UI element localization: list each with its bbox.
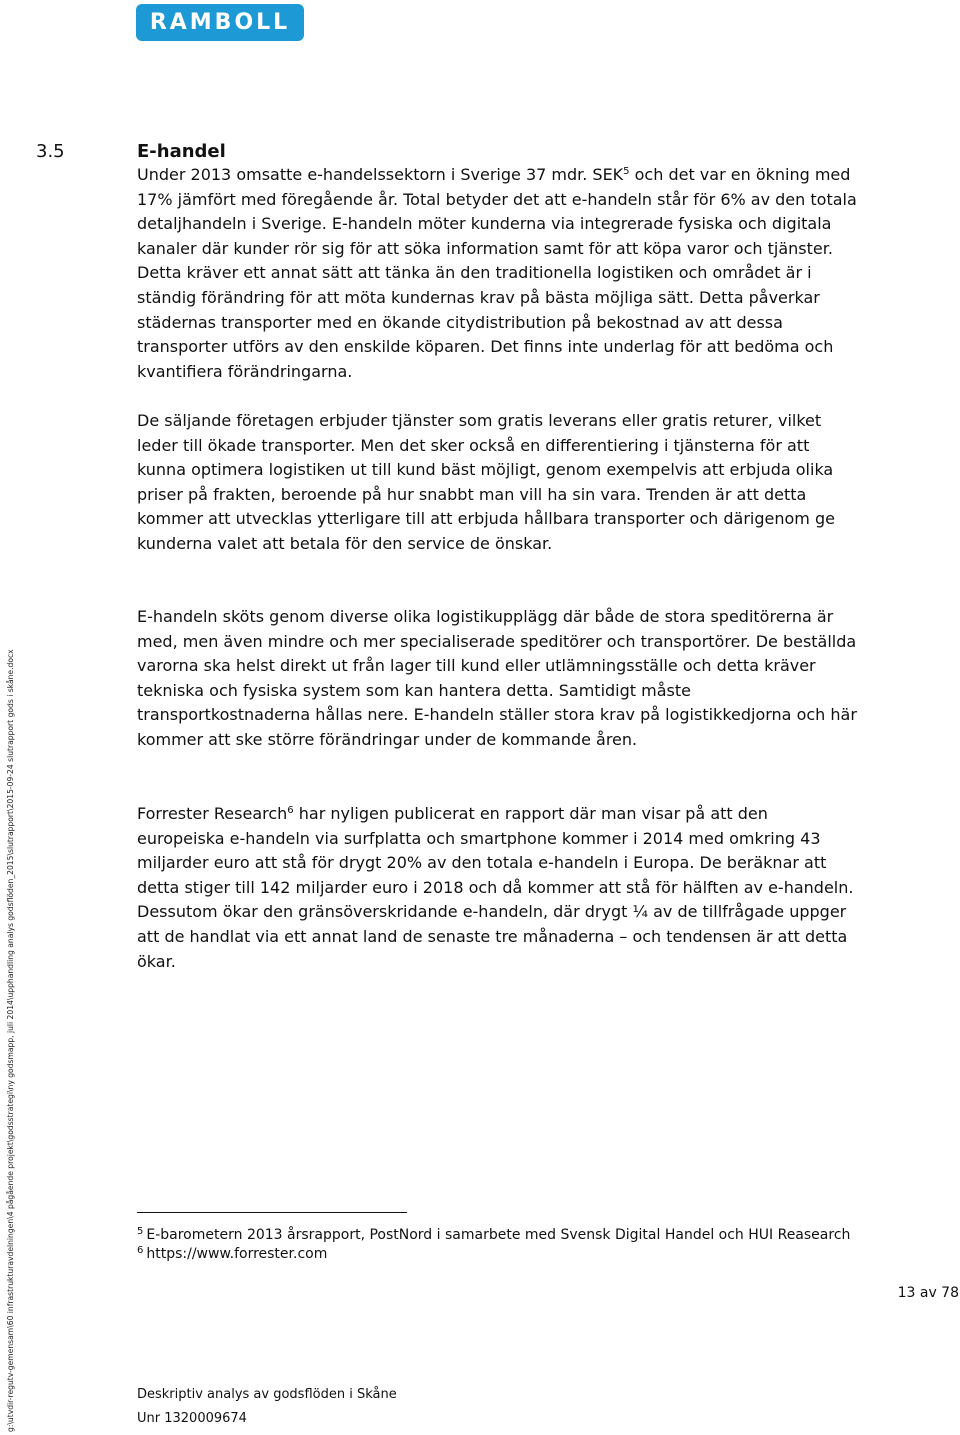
document-number: Unr 1320009674 [137,1411,247,1426]
section-number: 3.5 [36,141,65,162]
footnote-separator [137,1212,407,1213]
logo-text: RAMBOLL [149,10,291,35]
footnote-mark: 6 [137,1245,144,1256]
paragraph-4-text-end: har nyligen publicerat en rapport där man visar på att den europeiska e-handeln via surfplatta och smartphone kommer i 2014 med omkring 43 miljarder euro att stå för drygt 20% av den totala e-handeln i Europa. De beräknar att detta stiger till 142 miljarder euro i 2018 och då kommer att stå för hälften av e-handeln. Dessutom ökar den gränsöverskridande e-handeln, där drygt ¼ av de tillfrågade uppger att de handlat via ett annat land de senaste tre månaderna – och tendensen är att detta ökar. [137,804,854,971]
paragraph-3: E-handeln sköts genom diverse olika logistikupplägg där både de stora speditörerna är med, men även mindre och mer specialiserade speditörer och transportörer. De beställda varorna ska helst direkt ut från lager till kund eller utlämningsställe och detta kräver tekniska och fysiska system som kan hantera detta. Samtidigt måste transportkostnaderna hållas nere. E-handeln ställer stora krav på logistikkedjorna och här kommer att ske större förändringar under de kommande åren. [137,607,857,749]
page-number: 13 av 78 [897,1285,959,1301]
footnote-reference-5: 5 [623,166,630,177]
paragraph-1-text-start: Under 2013 omsatte e-handelssektorn i Sverige 37 mdr. SEK [137,165,624,184]
ramboll-logo [136,4,304,41]
footnote-6 [137,1245,857,1264]
footnote-mark: 5 [137,1226,144,1237]
document-title: Deskriptiv analys av godsflöden i Skåne [137,1387,397,1402]
paragraph-1 [137,163,857,384]
footnote-text: E-barometern 2013 årsrapport, PostNord i samarbete med Svensk Digital Handel och HUI Reasearch [146,1227,851,1243]
paragraph-1-text-end: och det var en ökning med 17% jämfört med föregående år. Total betyder det att e-handeln står för 6% av den totala detaljhandeln i Sverige. E-handeln möter kunderna via integrerade fysiska och digitala kanaler där kunder rör sig för att söka information samt för att köpa varor och tjänster. Detta kräver ett annat sätt att tänka än den traditionella logistiken och området är i ständig förändring för att möta kundernas krav på bästa möjliga sätt. Detta påverkar städernas transporter med en ökande citydistribution på bekostnad av att dessa transporter utförs av den enskilde köparen. Det finns inte underlag för att bedöma och kvantifiera förändringarna. [137,165,857,381]
paragraph-4-text-start: Forrester Research [137,804,288,823]
footnote-5 [137,1226,857,1245]
footnote-link[interactable]: https://www.forrester.com [146,1246,328,1262]
footnotes [137,1226,857,1264]
paragraph-2: De säljande företagen erbjuder tjänster som gratis leverans eller gratis returer, vilket leder till ökade transporter. Men det sker också en differentiering i tjänsterna för att kunna optimera logistiken ut till kund bäst möjligt, genom exempelvis att erbjuda olika priser på frakten, beroende på hur snabbt man vill ha sin vara. Trenden är att detta kommer att utvecklas ytterligare till att erbjuda hållbara transporter och därigenom ge kunderna valet att betala för den service de önskar. [137,411,835,553]
footnote-reference-6: 6 [287,805,294,816]
file-path: g:\utvdir-regutv-gemensam\60 infrastrukturavdelningen\4 pågående projekt\godsstrategi\ny godsmapp, juli 2014\upphandling analys godsflöden_2015\slutrapport\2015-09-24 slutrapport gods i skåne.docx [6,649,15,1432]
section-title: E-handel [137,141,226,162]
paragraph-4 [137,802,857,974]
